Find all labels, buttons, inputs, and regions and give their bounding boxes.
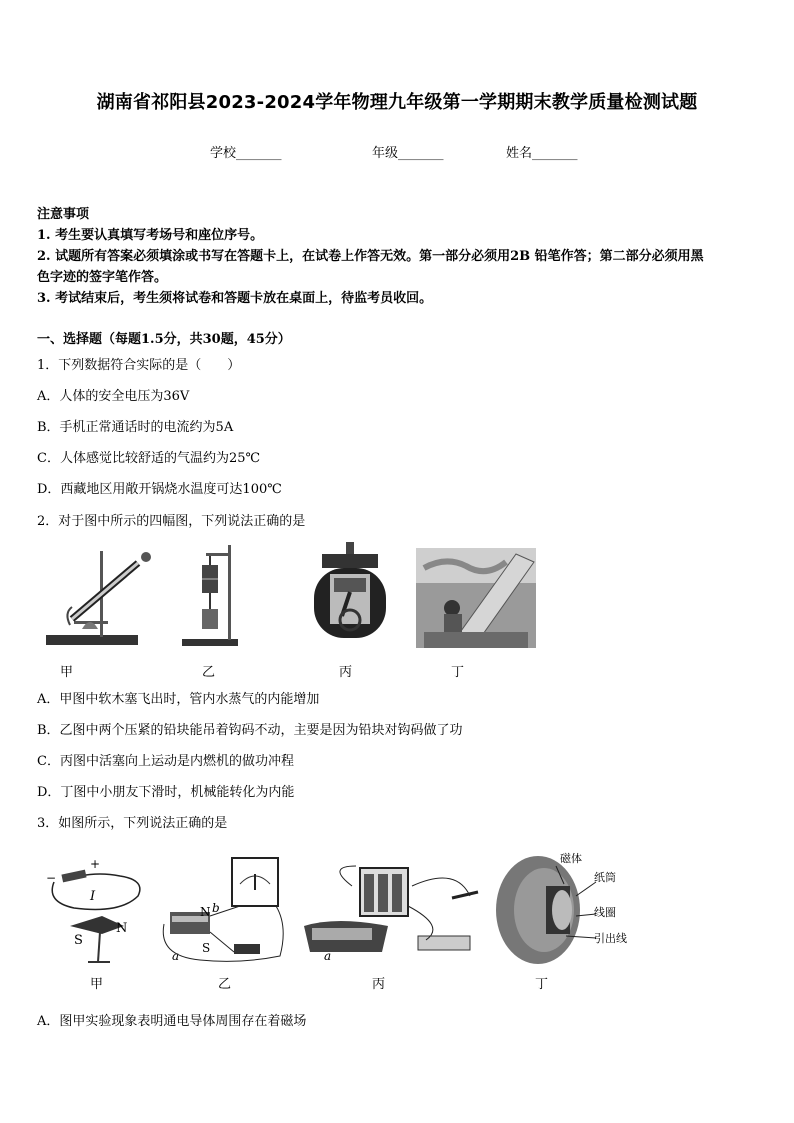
notice-item-2: 2. 试题所有答案必须填涂或书写在答题卡上，在试卷上作答无效。第一部分必须用2B 铅笔作答；第二部分必须用黑 (37, 249, 704, 264)
q1-option-a: A．人体的安全电压为36V (37, 389, 190, 404)
q3-jia-minus: − (46, 871, 57, 885)
q3-stem: 3．如图所示，下列说法正确的是 (37, 816, 228, 831)
q3-jia-south: S (74, 933, 83, 948)
q3-caption-bing: 丙 (372, 977, 386, 992)
q1-option-c: C．人体感觉比较舒适的气温约为25℃ (37, 451, 261, 466)
notice-item-3: 3. 考试结束后，考生须将试卷和答题卡放在桌面上，待监考员收回。 (37, 291, 433, 306)
q3-yi-north: N (200, 905, 211, 919)
q2-figure-ding (416, 548, 536, 648)
notice-item-1: 1. 考生要认真填写考场号和座位序号。 (37, 228, 264, 243)
q3-jia-current: I (90, 889, 96, 904)
name-field: 姓名_______ (506, 146, 578, 161)
q2-option-b: B．乙图中两个压紧的铅块能吊着钩码不动，主要是因为铅块对钩码做了功 (37, 723, 463, 738)
q3-yi-a: a (172, 949, 180, 963)
q3-caption-ding: 丁 (535, 977, 549, 992)
q3-caption-jia: 甲 (90, 977, 104, 992)
q3-figure-jia (40, 856, 148, 966)
grade-field: 年级_______ (372, 146, 444, 161)
q2-caption-jia: 甲 (60, 665, 74, 680)
q2-option-a: A．甲图中软木塞飞出时，管内水蒸气的内能增加 (37, 692, 320, 707)
q1-stem: 1．下列数据符合实际的是（ ） (37, 358, 241, 373)
q3-ding-coil-label: 线圈 (594, 906, 616, 919)
q3-ding-lead-label: 引出线 (594, 932, 627, 945)
q2-figure-yi (178, 543, 248, 648)
q3-figure-bing (296, 856, 496, 966)
q3-ding-magnet-label: 磁体 (560, 852, 582, 865)
q2-option-c: C．丙图中活塞向上运动是内燃机的做功冲程 (37, 754, 294, 769)
q2-stem: 2．对于图中所示的四幅图，下列说法正确的是 (37, 514, 306, 529)
section-heading: 一、选择题（每题1.5分，共30题，45分） (37, 332, 291, 347)
q3-ding-cone-label: 纸筒 (594, 871, 616, 884)
q3-yi-south: S (202, 941, 211, 955)
q3-jia-plus: + (90, 857, 101, 871)
notice-item-2-cont: 色字迹的签字笔作答。 (37, 270, 168, 285)
q1-option-d: D．西藏地区用敞开锅烧水温度可达100℃ (37, 482, 282, 497)
q2-figure-bing (312, 540, 388, 650)
school-field: 学校_______ (210, 146, 282, 161)
q2-caption-ding: 丁 (451, 665, 465, 680)
page-title: 湖南省祁阳县2023-2024学年物理九年级第一学期期末教学质量检测试题 (96, 92, 698, 113)
q3-bing-a: a (324, 949, 332, 963)
notice-heading: 注意事项 (37, 207, 90, 222)
q2-figure-jia (42, 543, 152, 648)
q2-caption-bing: 丙 (339, 665, 353, 680)
q3-yi-b: b (212, 901, 220, 915)
q3-option-a: A．图甲实验现象表明通电导体周围存在着磁场 (37, 1014, 307, 1029)
q1-option-b: B．手机正常通话时的电流约为5A (37, 420, 234, 435)
q3-caption-yi: 乙 (218, 977, 232, 992)
q3-jia-north: N (116, 921, 128, 936)
q2-option-d: D．丁图中小朋友下滑时，机械能转化为内能 (37, 785, 295, 800)
q3-figure-yi (160, 856, 290, 966)
q2-caption-yi: 乙 (202, 665, 216, 680)
